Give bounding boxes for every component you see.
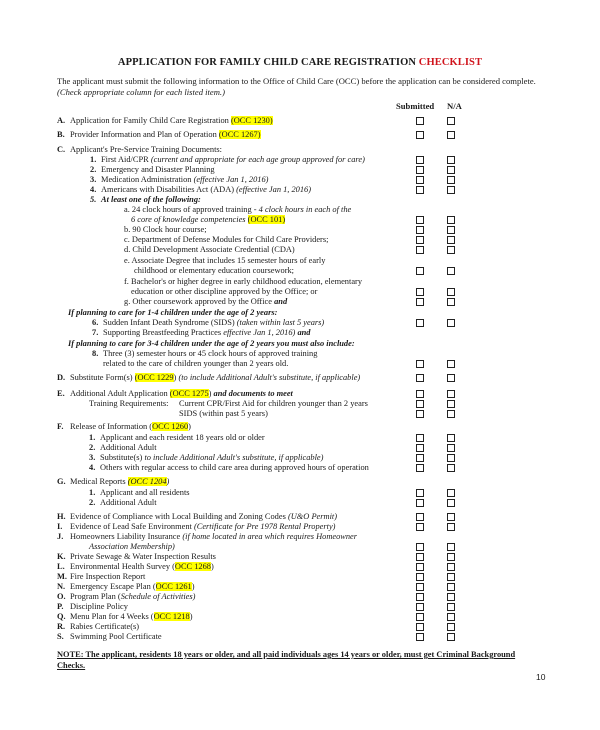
item-text: c. Department of Defense Modules for Child Care Providers;	[124, 235, 329, 244]
item-text: Additional Adult	[100, 498, 157, 507]
checkbox-submitted[interactable]	[416, 613, 424, 621]
item-note: (taken within last 5 years)	[236, 318, 325, 327]
item-text: Current CPR/First Aid for children younger than 2 years	[179, 399, 368, 408]
item-text	[70, 512, 337, 522]
criminal-background-note: NOTE: The applicant, residents 18 years or older, and all paid individuals ages 14 years or older, must get Criminal Background Checks.	[57, 650, 516, 670]
checkbox-na[interactable]	[447, 454, 455, 462]
checkbox-submitted[interactable]	[416, 633, 424, 641]
item-label-end: )	[208, 389, 214, 398]
item-number: 1.	[89, 488, 96, 497]
item-text: f. Bachelor's or higher degree in early childhood education, elementary	[124, 277, 363, 286]
item-note: and documents to meet	[213, 389, 293, 398]
checkbox-na[interactable]	[447, 489, 455, 497]
checkbox-submitted[interactable]	[416, 226, 424, 234]
checkbox-na[interactable]	[447, 583, 455, 591]
checkbox-na[interactable]	[447, 523, 455, 531]
item-number: 1.	[89, 433, 96, 442]
item-note: (effective Jan 1, 2016)	[193, 175, 269, 184]
form-code: (OCC 1230)	[230, 116, 273, 125]
checkbox-submitted[interactable]	[416, 513, 424, 521]
checkbox-na[interactable]	[447, 553, 455, 561]
item-letter: F.	[57, 422, 64, 431]
item-letter: R.	[57, 622, 66, 631]
checkbox-submitted[interactable]	[416, 464, 424, 472]
item-text: Applicant's Pre-Service Training Documents:	[70, 145, 223, 154]
checkbox-na[interactable]	[447, 176, 455, 184]
checkbox-na[interactable]	[447, 623, 455, 631]
checkbox-na[interactable]	[447, 319, 455, 327]
item-letter: I.	[57, 522, 63, 531]
checkbox-na[interactable]	[447, 563, 455, 571]
checkbox-na[interactable]	[447, 593, 455, 601]
item-label: Application for Family Child Care Registration	[70, 116, 231, 125]
checkbox-submitted[interactable]	[416, 454, 424, 462]
title-accent: CHECKLIST	[418, 57, 483, 68]
item-text: SIDS (within past 5 years)	[179, 409, 268, 418]
item-text	[124, 205, 351, 215]
item-text: childhood or elementary education coursework;	[134, 266, 295, 275]
checkbox-submitted[interactable]	[416, 156, 424, 164]
form-code: (OCC 1204	[127, 477, 167, 486]
checkbox-submitted[interactable]	[416, 543, 424, 551]
item-note: 4 clock hours in each of the	[258, 205, 352, 214]
checkbox-na[interactable]	[447, 499, 455, 507]
item-label: Menu Plan for 4 Weeks (	[70, 612, 154, 621]
item-text: At least one of the following:	[101, 195, 201, 204]
checkbox-submitted[interactable]	[416, 593, 424, 601]
checkbox-submitted[interactable]	[416, 267, 424, 275]
item-label: g. Other coursework approved by the Office	[124, 297, 275, 306]
condition-text: If planning to care for 3-4 children under the age of 2 years you must also include:	[68, 339, 355, 348]
item-text: Rabies Certificate(s)	[70, 622, 140, 631]
checkbox-na[interactable]	[447, 166, 455, 174]
item-label: Evidence of Lead Safe Environment	[70, 522, 194, 531]
checkbox-na[interactable]	[447, 513, 455, 521]
item-text: b. 90 Clock hour course;	[124, 225, 207, 234]
title-main: APPLICATION FOR FAMILY CHILD CARE REGISTRATION	[117, 57, 419, 68]
checkbox-submitted[interactable]	[416, 400, 424, 408]
item-note: (Certificate for Pre 1978 Rental Property)	[193, 522, 336, 531]
checkbox-submitted[interactable]	[416, 390, 424, 398]
item-text	[101, 155, 365, 165]
item-letter: K.	[57, 552, 66, 561]
training-requirements-label: Training Requirements:	[89, 399, 169, 408]
condition-text: If planning to care for 1-4 children under the age of 2 years:	[68, 308, 278, 317]
item-text	[103, 328, 310, 338]
item-number: 6.	[92, 318, 99, 327]
checkbox-submitted[interactable]	[416, 563, 424, 571]
item-letter: B.	[57, 130, 65, 139]
checkbox-submitted[interactable]	[416, 523, 424, 531]
item-text	[101, 185, 311, 195]
item-text: Discipline Policy	[70, 602, 128, 611]
item-letter: H.	[57, 512, 66, 521]
item-text	[70, 389, 293, 399]
item-text	[70, 582, 195, 592]
form-code: (OCC 1275	[169, 389, 209, 398]
item-text: Private Sewage & Water Inspection Results	[70, 552, 216, 561]
checkbox-submitted[interactable]	[416, 583, 424, 591]
checkbox-submitted[interactable]	[416, 216, 424, 224]
item-text	[70, 522, 335, 532]
item-label: Medication Administration	[101, 175, 194, 184]
checkbox-na[interactable]	[447, 633, 455, 641]
checkbox-na[interactable]	[447, 267, 455, 275]
checkbox-na[interactable]	[447, 410, 455, 418]
checkbox-submitted[interactable]	[416, 553, 424, 561]
item-label: Emergency Escape Plan (	[70, 582, 156, 591]
item-note: (effective Jan 1, 2016)	[236, 185, 312, 194]
checkbox-submitted[interactable]	[416, 573, 424, 581]
item-label: Medical Reports	[70, 477, 128, 486]
item-label: a. 24 clock hours of approved training -	[124, 205, 259, 214]
page-number: 10	[536, 672, 546, 682]
checkbox-na[interactable]	[447, 156, 455, 164]
item-letter: J.	[57, 532, 64, 541]
item-note: (to include Additional Adult's substitute, if applicable)	[178, 373, 361, 382]
item-text	[70, 477, 169, 487]
item-label: Substitute Form(s)	[70, 373, 135, 382]
item-note: (U&O Permit)	[287, 512, 338, 521]
checkbox-submitted[interactable]	[416, 360, 424, 368]
checkbox-submitted[interactable]	[416, 623, 424, 631]
item-text: Swimming Pool Certificate	[70, 632, 162, 641]
checkbox-na[interactable]	[447, 226, 455, 234]
item-text: e. Associate Degree that includes 15 semester hours of early	[124, 256, 326, 265]
item-label-end: )	[210, 562, 214, 571]
intro-text: The applicant must submit the following information to the Office of Child Care (OCC) before the application can be considered complete.	[57, 76, 536, 86]
checkbox-na[interactable]	[447, 613, 455, 621]
item-letter: L.	[57, 562, 65, 571]
item-text: d. Child Development Associate Credential (CDA)	[124, 245, 295, 254]
item-number: 2.	[89, 443, 96, 452]
checkbox-na[interactable]	[447, 444, 455, 452]
form-code: OCC 1260	[152, 422, 189, 431]
item-text: Three (3) semester hours or 45 clock hours of approved training	[103, 349, 318, 358]
item-note: to include Additional Adult's substitute, if applicable)	[144, 453, 324, 462]
column-header-na: N/A	[447, 101, 462, 111]
item-text: Additional Adult	[100, 443, 157, 452]
checkbox-na[interactable]	[447, 246, 455, 254]
item-text	[70, 612, 192, 622]
item-number: 1.	[90, 155, 97, 164]
checkbox-na[interactable]	[447, 360, 455, 368]
item-letter: D.	[57, 373, 66, 382]
item-number: 8.	[92, 349, 99, 358]
item-note: Schedule of Activities)	[120, 592, 196, 601]
item-letter: S.	[57, 632, 64, 641]
item-label: Environmental Health Survey (	[70, 562, 175, 571]
checkbox-submitted[interactable]	[416, 236, 424, 244]
checkbox-na[interactable]	[447, 117, 455, 125]
item-label: Release of Information (	[70, 422, 153, 431]
checkbox-submitted[interactable]	[416, 288, 424, 296]
item-text: education or other discipline approved by the Office; or	[131, 287, 318, 296]
item-label-end: )	[166, 477, 170, 486]
item-text	[70, 562, 214, 572]
item-text	[103, 318, 324, 328]
checkbox-submitted[interactable]	[416, 131, 424, 139]
checkbox-na[interactable]	[447, 603, 455, 611]
item-conjunction: and	[274, 297, 288, 306]
checkbox-submitted[interactable]	[416, 319, 424, 327]
item-note: (if home located in area which requires Homeowner	[182, 532, 358, 541]
item-letter: O.	[57, 592, 66, 601]
checkbox-na[interactable]	[447, 400, 455, 408]
item-label: Homeowners Liability Insurance	[70, 532, 183, 541]
checkbox-na[interactable]	[447, 298, 455, 306]
item-number: 5.	[90, 195, 97, 204]
checkbox-na[interactable]	[447, 390, 455, 398]
item-label: Substitute(s)	[100, 453, 145, 462]
item-number: 2.	[90, 165, 97, 174]
checkbox-na[interactable]	[447, 543, 455, 551]
item-label: Additional Adult Application	[70, 389, 170, 398]
item-text	[70, 532, 357, 542]
page-title	[0, 57, 600, 68]
item-number: 2.	[89, 498, 96, 507]
checkbox-na[interactable]	[447, 186, 455, 194]
checkbox-submitted[interactable]	[416, 298, 424, 306]
item-letter: G.	[57, 477, 66, 486]
item-text: related to the care of children younger than 2 years old.	[103, 359, 289, 368]
item-label: Supporting Breastfeeding Practices	[103, 328, 224, 337]
item-text	[131, 215, 285, 225]
checkbox-submitted[interactable]	[416, 499, 424, 507]
item-note: effective Jan 1, 2016)	[223, 328, 298, 337]
item-text: Emergency and Disaster Planning	[101, 165, 215, 174]
checkbox-submitted[interactable]	[416, 489, 424, 497]
item-text: Applicant and all residents	[100, 488, 190, 497]
checkbox-submitted[interactable]	[416, 374, 424, 382]
checkbox-na[interactable]	[447, 374, 455, 382]
form-code: (OCC 101)	[247, 215, 286, 224]
item-note: 6 core of knowledge competencies	[131, 215, 248, 224]
item-label: Program Plan (	[70, 592, 121, 601]
checkbox-submitted[interactable]	[416, 434, 424, 442]
checkbox-submitted[interactable]	[416, 603, 424, 611]
item-number: 4.	[89, 463, 96, 472]
checkbox-na[interactable]	[447, 573, 455, 581]
checkbox-submitted[interactable]	[416, 117, 424, 125]
form-code: (OCC 1267)	[218, 130, 261, 139]
item-text	[70, 130, 261, 140]
form-code: OCC 1268	[174, 562, 211, 571]
item-note: (current and appropriate for each age group approved for care)	[150, 155, 365, 164]
item-label-end: )	[188, 422, 191, 431]
item-letter: M.	[57, 572, 67, 581]
checkbox-submitted[interactable]	[416, 410, 424, 418]
item-label-end: )	[189, 612, 193, 621]
item-note: Association Membership)	[89, 542, 175, 551]
item-text	[124, 297, 287, 307]
item-text	[100, 453, 323, 463]
item-text	[70, 116, 273, 126]
checkbox-na[interactable]	[447, 464, 455, 472]
checkbox-submitted[interactable]	[416, 166, 424, 174]
item-letter: P.	[57, 602, 64, 611]
item-letter: C.	[57, 145, 66, 154]
item-letter: N.	[57, 582, 66, 591]
checkbox-na[interactable]	[447, 216, 455, 224]
item-label: Evidence of Compliance with Local Building and Zoning Codes	[70, 512, 288, 521]
checkbox-submitted[interactable]	[416, 444, 424, 452]
item-label-end: )	[173, 373, 179, 382]
item-text: Fire Inspection Report	[70, 572, 146, 581]
checkbox-na[interactable]	[447, 434, 455, 442]
checkbox-na[interactable]	[447, 288, 455, 296]
item-text: Others with regular access to child care area during approved hours of operation	[100, 463, 369, 472]
column-header-submitted: Submitted	[396, 101, 435, 111]
item-number: 3.	[90, 175, 97, 184]
checkbox-na[interactable]	[447, 131, 455, 139]
item-number: 3.	[89, 453, 96, 462]
item-text	[70, 373, 360, 383]
item-label: Provider Information and Plan of Operation	[70, 130, 219, 139]
checkbox-na[interactable]	[447, 236, 455, 244]
checkbox-submitted[interactable]	[416, 246, 424, 254]
item-label: Sudden Infant Death Syndrome (SIDS)	[103, 318, 237, 327]
item-label: Americans with Disabilities Act (ADA)	[101, 185, 237, 194]
item-letter: E.	[57, 389, 65, 398]
item-text	[70, 422, 191, 432]
item-conjunction: and	[297, 328, 311, 337]
intro-paragraph	[57, 76, 557, 97]
item-label: First Aid/CPR	[101, 155, 151, 164]
item-text	[101, 175, 268, 185]
intro-italic: (Check appropriate column for each listed item.)	[57, 86, 225, 97]
item-letter: A.	[57, 116, 66, 125]
checkbox-submitted[interactable]	[416, 186, 424, 194]
item-number: 4.	[90, 185, 97, 194]
form-code: OCC 1218	[153, 612, 190, 621]
item-letter: Q.	[57, 612, 66, 621]
form-code: (OCC 1229	[134, 373, 174, 382]
item-label-end: )	[191, 582, 195, 591]
item-text: Applicant and each resident 18 years old or older	[100, 433, 265, 442]
item-number: 7.	[92, 328, 99, 337]
form-code: OCC 1261	[155, 582, 192, 591]
checkbox-submitted[interactable]	[416, 176, 424, 184]
item-text	[70, 592, 195, 602]
